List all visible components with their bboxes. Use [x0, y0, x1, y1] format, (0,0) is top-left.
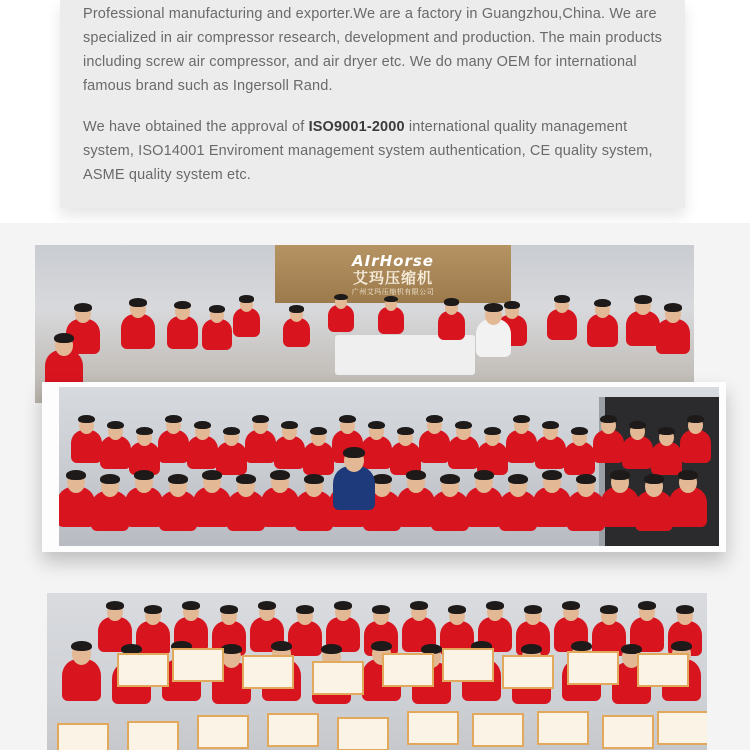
intro-section	[0, 0, 750, 223]
certificate	[472, 713, 524, 747]
certificate	[602, 715, 654, 749]
certificate	[637, 653, 689, 687]
meeting-table	[335, 335, 475, 375]
certificate	[267, 713, 319, 747]
certificate	[57, 723, 109, 750]
photo-gallery	[0, 223, 750, 750]
certificate	[407, 711, 459, 745]
logo-subtitle: 广州艾玛压缩机有限公司	[351, 287, 435, 296]
company-intro-paragraph: Professional manufacturing and exporter.We are a factory in Guangzhou,China. We are specialized in air compressor research, development and production. The main products including screw air compressor, and air dryer etc. We do many OEM for international famous brand such as Ingersoll Rand.	[83, 6, 663, 94]
brand-logo-text: AIrHorse	[352, 251, 434, 270]
certificate	[537, 711, 589, 745]
certificate	[502, 655, 554, 689]
certification-prefix: We have obtained the approval of	[83, 119, 309, 135]
certificate	[442, 648, 494, 682]
certificate	[337, 717, 389, 750]
certificate	[382, 653, 434, 687]
meeting-room-photo	[35, 245, 694, 403]
chinese-logo-text: 艾玛压缩机	[352, 268, 433, 287]
certificate	[657, 711, 707, 745]
certificate	[567, 651, 619, 685]
certification-suffix: international quality management system, ISO14001 Enviroment management system authentication, CE quality system, ASME quality system etc.	[83, 119, 653, 183]
certificate	[312, 661, 364, 695]
certificate	[117, 653, 169, 687]
company-intro-card	[60, 0, 685, 208]
certificate-group-photo	[47, 593, 707, 750]
certification-paragraph	[83, 115, 667, 187]
certificate	[172, 648, 224, 682]
certificate	[127, 721, 179, 750]
team-group-photo	[59, 387, 719, 546]
certificate	[197, 715, 249, 749]
certificate	[242, 655, 294, 689]
company-logo-board	[275, 245, 511, 303]
iso-highlight: ISO9001-2000	[308, 119, 405, 135]
